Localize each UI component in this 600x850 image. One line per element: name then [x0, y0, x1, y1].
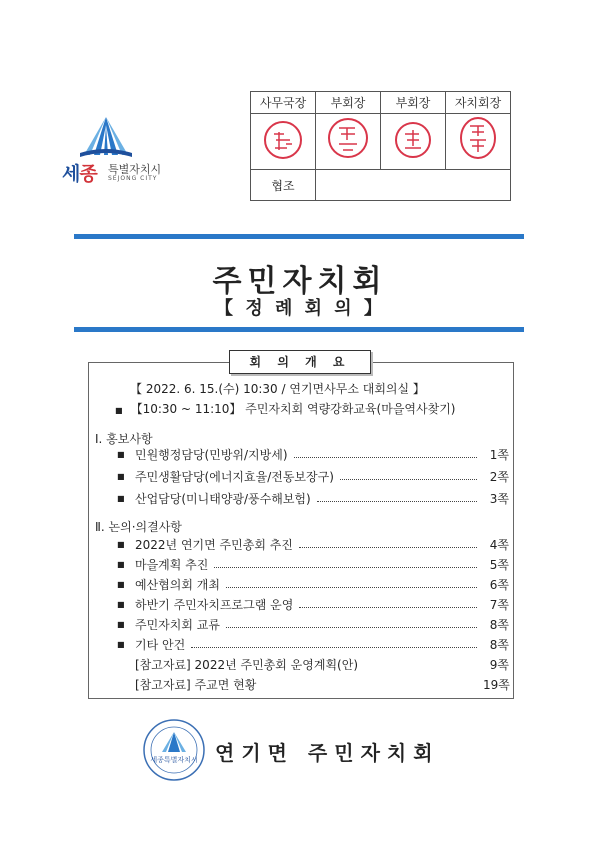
list-item [117, 446, 509, 462]
section-title: Ⅰ. 홍보사항 [95, 432, 153, 446]
divider-top [74, 234, 524, 239]
item-label: 기타 안건 [135, 637, 186, 652]
bullet-icon: ■ [117, 619, 125, 629]
bullet-icon: ■ [117, 493, 125, 503]
approval-header: 사무국장 [251, 92, 316, 114]
list-item [117, 468, 509, 484]
bullet-icon: ■ [117, 559, 125, 569]
seal-stamp-icon [456, 116, 500, 164]
reference-item [117, 656, 509, 672]
cooperation-label: 협조 [251, 170, 316, 201]
leader-dots [226, 627, 477, 628]
item-page: 7쪽 [489, 597, 509, 612]
seal-stamp-icon [327, 116, 369, 164]
bullet-icon: ■ [117, 471, 125, 481]
reference-label: [참고자료] 2022년 주민총회 운영계획(안) [135, 657, 358, 672]
page-title: 주민자치회 [212, 264, 388, 299]
leader-dots [226, 587, 477, 588]
bullet-icon: ■ [117, 639, 125, 649]
item-label: 산업담당(미니태양광/풍수해보험) [135, 491, 311, 506]
signature-cell [251, 114, 316, 170]
bullet-icon: ■ [117, 579, 125, 589]
city-seal-icon [142, 718, 206, 782]
list-item [117, 636, 509, 652]
item-page: 2쪽 [489, 469, 509, 484]
leader-dots [191, 647, 477, 648]
list-item [117, 576, 509, 592]
signature-cell [316, 114, 381, 170]
session-text: 【10:30 ~ 11:10】 주민자치회 역량강화교육(마을역사찾기) [130, 402, 456, 416]
list-item [117, 596, 509, 612]
page-subtitle: 【 정 례 회 의 】 [215, 298, 385, 319]
approval-header: 부회장 [381, 92, 446, 114]
item-page: 8쪽 [489, 617, 509, 632]
cooperation-cell [316, 170, 511, 201]
leader-dots [299, 547, 477, 548]
approval-header: 자치회장 [446, 92, 511, 114]
reference-page: 19쪽 [483, 677, 510, 692]
bullet-icon: ■ [117, 449, 125, 459]
bullet-icon: ■ [117, 599, 125, 609]
sejong-logo [62, 115, 212, 185]
signature-cell [381, 114, 446, 170]
seal-stamp-icon [392, 116, 434, 164]
item-page: 3쪽 [489, 491, 509, 506]
item-label: 하반기 주민자치프로그램 운영 [135, 597, 294, 612]
item-label: 민원행정담당(민방위/지방세) [135, 447, 288, 462]
list-item [117, 536, 509, 552]
list-item [117, 490, 509, 506]
section-title: Ⅱ. 논의·의결사항 [95, 520, 182, 534]
item-label: 주민자치회 교류 [135, 617, 220, 632]
session-line [115, 400, 455, 417]
item-page: 1쪽 [489, 447, 509, 462]
list-item [117, 556, 509, 572]
item-label: 2022년 연기면 주민총회 추진 [135, 537, 293, 552]
leader-dots [299, 607, 477, 608]
bullet-icon: ■ [117, 539, 125, 549]
signature-cell [446, 114, 511, 170]
seal-text: 세종특별자치시 [150, 756, 198, 764]
footer-org-name: 연기면 주민자치회 [215, 741, 440, 765]
approval-header: 부회장 [316, 92, 381, 114]
approval-table [250, 91, 511, 201]
logo-english: SEJONG CITY [108, 175, 158, 182]
leader-dots [340, 479, 477, 480]
divider-bottom [74, 327, 524, 332]
seal-stamp-icon [262, 118, 304, 162]
item-page: 5쪽 [489, 557, 509, 572]
logo-subtext: 특별자치시 [108, 163, 162, 176]
mountain-logo-icon [80, 115, 132, 159]
item-label: 마을계획 추진 [135, 557, 209, 572]
item-label: 예산협의회 개최 [135, 577, 220, 592]
item-page: 4쪽 [489, 537, 509, 552]
leader-dots [294, 457, 477, 458]
reference-page: 9쪽 [489, 657, 509, 672]
leader-dots [317, 501, 477, 502]
item-page: 6쪽 [489, 577, 509, 592]
item-page: 8쪽 [489, 637, 509, 652]
meeting-datetime: 【 2022. 6. 15.(수) 10:30 / 연기면사무소 대회의실 】 [130, 382, 425, 396]
logo-wordmark: 세종 [62, 163, 97, 185]
agenda-heading: 회 의 개 요 [229, 350, 371, 374]
bullet-icon: ■ [115, 406, 123, 415]
leader-dots [214, 567, 477, 568]
reference-item [117, 676, 509, 692]
item-label: 주민생활담당(에너지효율/전동보장구) [135, 469, 334, 484]
reference-label: [참고자료] 주교면 현황 [135, 677, 257, 692]
list-item [117, 616, 509, 632]
